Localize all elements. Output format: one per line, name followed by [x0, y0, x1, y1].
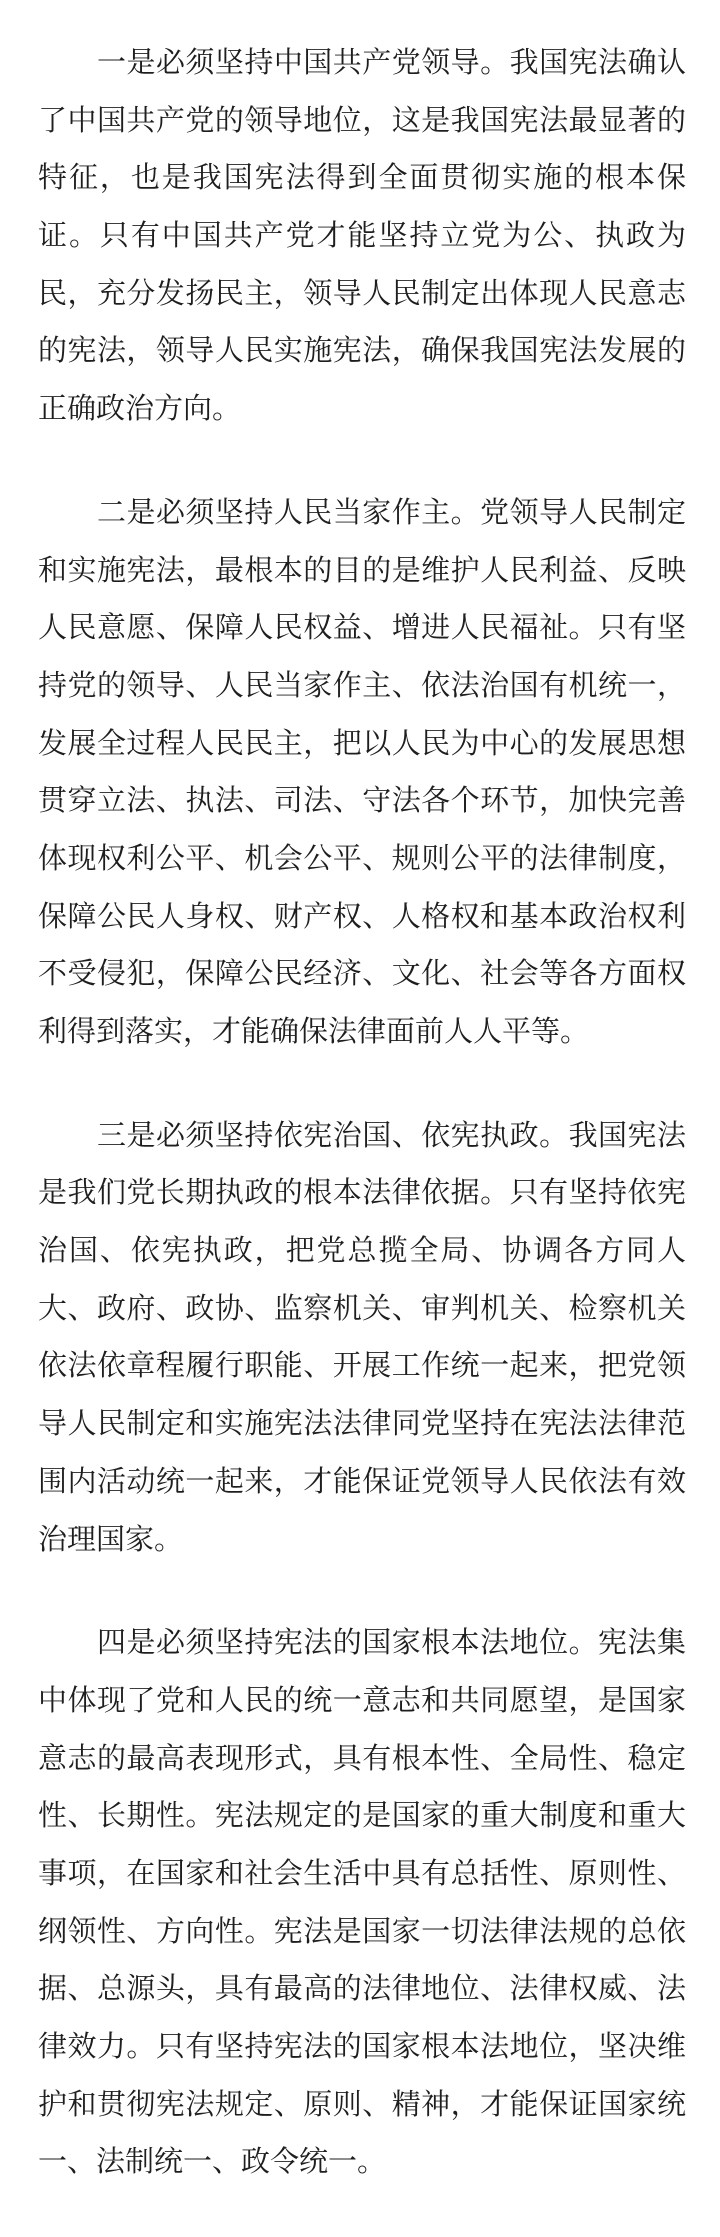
text-line: 四是必须坚持宪法的国家根本法地位。宪法集 [97, 1625, 686, 1660]
paragraph-2 [38, 484, 686, 1061]
text-line: 人民意愿、保障人民权益、增进人民福祉。只有坚 [38, 610, 686, 645]
text-line: 治理国家。 [38, 1521, 184, 1556]
text-line: 贯穿立法、执法、司法、守法各个环节，加快完善 [38, 783, 686, 818]
text-line: 了中国共产党的领导地位，这是我国宪法最显著的 [38, 102, 686, 137]
text-line: 导人民制定和实施宪法法律同党坚持在宪法法律范 [38, 1406, 686, 1441]
text-line: 事项，在国家和社会生活中具有总括性、原则性、 [38, 1855, 686, 1890]
text-line: 纲领性、方向性。宪法是国家一切法律法规的总依 [38, 1913, 686, 1948]
paragraph-1 [38, 34, 686, 438]
paragraph-3 [38, 1107, 686, 1569]
text-line: 围内活动统一起来，才能保证党领导人民依法有效 [38, 1463, 686, 1498]
text-line: 特征，也是我国宪法得到全面贯彻实施的根本保 [38, 160, 686, 195]
text-line: 护和贯彻宪法规定、原则、精神，才能保证国家统 [38, 2086, 686, 2121]
text-line: 意志的最高表现形式，具有根本性、全局性、稳定 [38, 1740, 686, 1775]
article-body [38, 34, 686, 2237]
text-line: 性、长期性。宪法规定的是国家的重大制度和重大 [38, 1798, 686, 1833]
text-line: 治国、依宪执政，把党总揽全局、协调各方同人 [38, 1233, 686, 1268]
text-line: 体现权利公平、机会公平、规则公平的法律制度， [38, 840, 686, 875]
text-line: 三是必须坚持依宪治国、依宪执政。我国宪法 [97, 1117, 686, 1152]
text-line: 和实施宪法，最根本的目的是维护人民利益、反映 [38, 552, 686, 587]
text-line: 一、法制统一、政令统一。 [38, 2144, 387, 2179]
text-line: 据、总源头，具有最高的法律地位、法律权威、法 [38, 1971, 686, 2006]
text-line: 依法依章程履行职能、开展工作统一起来，把党领 [38, 1348, 686, 1383]
text-line: 二是必须坚持人民当家作主。党领导人民制定 [97, 494, 686, 529]
text-line: 利得到落实，才能确保法律面前人人平等。 [38, 1014, 590, 1048]
text-line: 不受侵犯，保障公民经济、文化、社会等各方面权 [38, 956, 686, 991]
text-line: 是我们党长期执政的根本法律依据。只有坚持依宪 [38, 1175, 686, 1210]
text-line: 民，充分发扬民主，领导人民制定出体现人民意志 [38, 275, 686, 310]
paragraph-4 [38, 1614, 686, 2191]
text-line: 证。只有中国共产党才能坚持立党为公、执政为 [38, 218, 686, 253]
text-line: 持党的领导、人民当家作主、依法治国有机统一， [38, 667, 686, 702]
text-line: 的宪法，领导人民实施宪法，确保我国宪法发展的 [38, 333, 686, 368]
text-line: 正确政治方向。 [38, 391, 242, 426]
text-line: 中体现了党和人民的统一意志和共同愿望，是国家 [38, 1682, 686, 1717]
text-line: 保障公民人身权、财产权、人格权和基本政治权利 [38, 898, 686, 933]
text-line: 发展全过程人民民主，把以人民为中心的发展思想 [38, 725, 686, 760]
text-line: 律效力。只有坚持宪法的国家根本法地位，坚决维 [38, 2029, 686, 2063]
text-line: 大、政府、政协、监察机关、审判机关、检察机关 [38, 1290, 686, 1325]
text-line: 一是必须坚持中国共产党领导。我国宪法确认 [97, 45, 686, 79]
